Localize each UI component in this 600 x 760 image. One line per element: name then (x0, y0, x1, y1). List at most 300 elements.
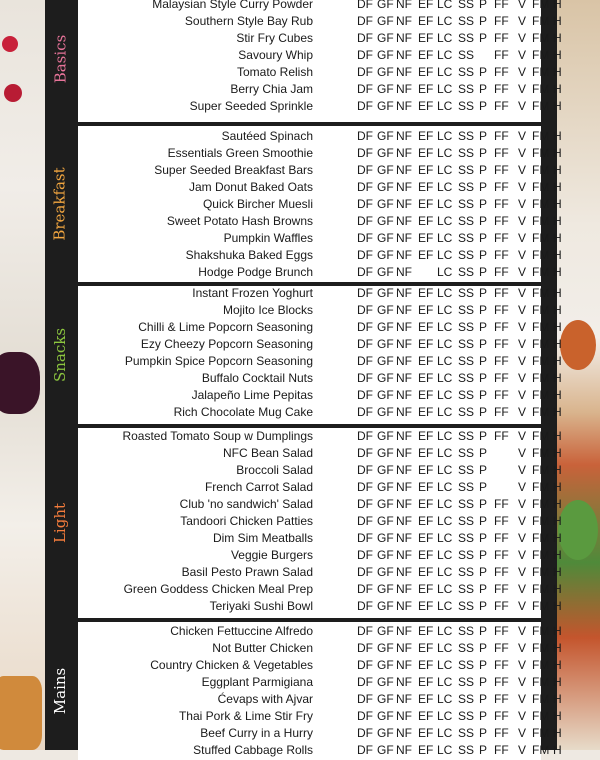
diet-tag-ef: EF (418, 371, 434, 385)
diet-tag-p: P (479, 709, 488, 723)
recipe-row (78, 98, 562, 115)
diet-tag-v: V (518, 565, 527, 579)
section-label-snacks (45, 286, 75, 424)
recipe-name: NFC Bean Salad (222, 446, 313, 460)
diet-tag-ss: SS (458, 565, 475, 579)
diet-tag-lc: LC (437, 514, 453, 528)
diet-tag-df: DF (357, 337, 373, 351)
diet-tag-df: DF (357, 565, 373, 579)
diet-tag-v: V (518, 303, 527, 317)
recipe-row (78, 564, 562, 581)
recipe-name: Ćevaps with Ajvar (217, 692, 313, 706)
diet-tag-v: V (518, 582, 527, 596)
recipe-name: Sautéed Spinach (221, 129, 313, 143)
diet-tag-nf: NF (396, 31, 412, 45)
diet-tag-lc: LC (437, 548, 453, 562)
diet-tag-v: V (518, 624, 527, 638)
diet-tag-v: V (518, 388, 527, 402)
recipe-row (78, 691, 562, 708)
diet-tag-nf: NF (396, 429, 412, 443)
diet-tag-gf: GF (377, 371, 394, 385)
diet-tag-v: V (518, 31, 527, 45)
recipe-name: Beef Curry in a Hurry (200, 726, 313, 740)
diet-tag-ef: EF (418, 726, 434, 740)
diet-tag-p: P (479, 286, 488, 300)
diet-tag-fm: FM (532, 463, 550, 477)
recipe-name: Rich Chocolate Mug Cake (173, 405, 313, 419)
diet-tag-lc: LC (437, 197, 453, 211)
diet-tag-ff: FF (494, 658, 509, 672)
diet-tag-ef: EF (418, 480, 434, 494)
diet-tag-gf: GF (377, 514, 394, 528)
diet-tag-nf: NF (396, 641, 412, 655)
diet-tag-gf: GF (377, 692, 394, 706)
diet-tag-v: V (518, 692, 527, 706)
diet-tag-ef: EF (418, 548, 434, 562)
diet-tag-ff: FF (494, 709, 509, 723)
section-list-basics (78, 0, 562, 122)
diet-tag-ss: SS (458, 624, 475, 638)
diet-tag-h: H (553, 320, 562, 334)
diet-tag-nf: NF (396, 248, 412, 262)
section-mains (45, 622, 562, 760)
diet-tag-df: DF (357, 531, 373, 545)
diet-tag-p: P (479, 480, 488, 494)
diet-tag-ss: SS (458, 388, 475, 402)
diet-tag-df: DF (357, 146, 373, 160)
recipe-name: Tomato Relish (236, 65, 313, 79)
diet-tag-nf: NF (396, 265, 412, 279)
diet-tag-v: V (518, 48, 527, 62)
diet-tag-ef: EF (418, 320, 434, 334)
diet-tag-df: DF (357, 163, 373, 177)
diet-tag-v: V (518, 641, 527, 655)
diet-tag-v: V (518, 371, 527, 385)
diet-tag-gf: GF (377, 320, 394, 334)
diet-tag-df: DF (357, 82, 373, 96)
diet-tag-df: DF (357, 582, 373, 596)
diet-tag-h: H (553, 82, 562, 96)
diet-tag-h: H (553, 129, 562, 143)
diet-tag-fm: FM (532, 565, 550, 579)
diet-tag-p: P (479, 388, 488, 402)
diet-tag-ef: EF (418, 214, 434, 228)
diet-tag-ss: SS (458, 146, 475, 160)
recipe-name: Super Seeded Breakfast Bars (154, 163, 313, 177)
diet-tag-ef: EF (418, 303, 434, 317)
diet-tag-v: V (518, 599, 527, 613)
diet-tag-p: P (479, 214, 488, 228)
diet-tag-fm: FM (532, 480, 550, 494)
diet-tag-lc: LC (437, 480, 453, 494)
diet-tag-lc: LC (437, 429, 453, 443)
recipe-row (78, 353, 562, 370)
diet-tag-df: DF (357, 214, 373, 228)
recipe-name: Super Seeded Sprinkle (189, 99, 313, 113)
recipe-row (78, 145, 562, 162)
diet-tag-ff: FF (494, 497, 509, 511)
diet-tag-p: P (479, 99, 488, 113)
recipe-name: Country Chicken & Vegetables (150, 658, 313, 672)
diet-tag-nf: NF (396, 82, 412, 96)
diet-tag-nf: NF (396, 0, 412, 11)
diet-tag-ss: SS (458, 709, 475, 723)
section-title: Snacks (51, 327, 70, 383)
section-list-light (78, 428, 562, 618)
diet-tag-nf: NF (396, 692, 412, 706)
recipe-name: Jam Donut Baked Oats (188, 180, 313, 194)
diet-tag-lc: LC (437, 82, 453, 96)
diet-tag-ss: SS (458, 14, 475, 28)
diet-tag-ef: EF (418, 197, 434, 211)
section-light (45, 428, 562, 618)
diet-tag-p: P (479, 146, 488, 160)
diet-tag-v: V (518, 231, 527, 245)
diet-tag-ss: SS (458, 658, 475, 672)
diet-tag-ff: FF (494, 65, 509, 79)
diet-tag-gf: GF (377, 0, 394, 11)
diet-tag-lc: LC (437, 99, 453, 113)
recipe-name: Thai Pork & Lime Stir Fry (178, 709, 313, 723)
diet-tag-fm: FM (532, 129, 550, 143)
diet-tag-h: H (553, 624, 562, 638)
diet-tag-v: V (518, 180, 527, 194)
diet-tag-ff: FF (494, 163, 509, 177)
diet-tag-df: DF (357, 0, 373, 11)
diet-tag-df: DF (357, 48, 373, 62)
diet-tag-fm: FM (532, 726, 550, 740)
recipe-row (78, 513, 562, 530)
diet-tag-fm: FM (532, 624, 550, 638)
diet-tag-gf: GF (377, 743, 394, 757)
recipe-row (78, 162, 562, 179)
diet-tag-ss: SS (458, 0, 475, 11)
diet-tag-v: V (518, 337, 527, 351)
diet-tag-h: H (553, 163, 562, 177)
diet-tag-v: V (518, 197, 527, 211)
diet-tag-p: P (479, 658, 488, 672)
recipe-name: Club 'no sandwich' Salad (179, 497, 313, 511)
diet-tag-ff: FF (494, 641, 509, 655)
food-photo-right (556, 0, 600, 750)
diet-tag-lc: LC (437, 388, 453, 402)
diet-tag-fm: FM (532, 582, 550, 596)
recipe-row (78, 657, 562, 674)
diet-tag-ef: EF (418, 99, 434, 113)
diet-tag-ss: SS (458, 303, 475, 317)
diet-tag-ss: SS (458, 197, 475, 211)
diet-tag-ss: SS (458, 405, 475, 419)
diet-tag-nf: NF (396, 371, 412, 385)
diet-tag-ff: FF (494, 624, 509, 638)
diet-tag-ss: SS (458, 446, 475, 460)
diet-tag-nf: NF (396, 320, 412, 334)
diet-tag-v: V (518, 480, 527, 494)
diet-tag-fm: FM (532, 743, 550, 757)
diet-tag-ff: FF (494, 231, 509, 245)
diet-tag-df: DF (357, 692, 373, 706)
diet-tag-ef: EF (418, 14, 434, 28)
diet-tag-lc: LC (437, 675, 453, 689)
diet-tag-lc: LC (437, 48, 453, 62)
recipe-row (78, 462, 562, 479)
diet-tag-p: P (479, 582, 488, 596)
diet-tag-fm: FM (532, 429, 550, 443)
diet-tag-v: V (518, 726, 527, 740)
recipe-name: Malaysian Style Curry Powder (152, 0, 313, 11)
diet-tag-df: DF (357, 388, 373, 402)
diet-tag-ef: EF (418, 429, 434, 443)
diet-tag-h: H (553, 337, 562, 351)
diet-tag-ss: SS (458, 163, 475, 177)
diet-tag-lc: LC (437, 337, 453, 351)
diet-tag-ff: FF (494, 675, 509, 689)
diet-tag-ss: SS (458, 337, 475, 351)
diet-tag-df: DF (357, 248, 373, 262)
diet-tag-nf: NF (396, 231, 412, 245)
recipe-name: Sweet Potato Hash Browns (166, 214, 313, 228)
diet-tag-lc: LC (437, 497, 453, 511)
diet-tag-h: H (553, 65, 562, 79)
diet-tag-fm: FM (532, 197, 550, 211)
diet-tag-df: DF (357, 497, 373, 511)
recipe-name: Not Butter Chicken (212, 641, 313, 655)
diet-tag-df: DF (357, 743, 373, 757)
diet-tag-df: DF (357, 231, 373, 245)
recipe-row (78, 445, 562, 462)
recipe-name: Basil Pesto Prawn Salad (181, 565, 313, 579)
diet-tag-fm: FM (532, 231, 550, 245)
diet-tag-df: DF (357, 286, 373, 300)
recipe-name: Jalapeño Lime Pepitas (191, 388, 313, 402)
recipe-row (78, 319, 562, 336)
diet-tag-ef: EF (418, 146, 434, 160)
diet-tag-v: V (518, 446, 527, 460)
diet-tag-df: DF (357, 429, 373, 443)
diet-tag-nf: NF (396, 129, 412, 143)
diet-tag-v: V (518, 0, 527, 11)
diet-tag-h: H (553, 197, 562, 211)
diet-tag-nf: NF (396, 709, 412, 723)
diet-tag-p: P (479, 429, 488, 443)
diet-tag-lc: LC (437, 405, 453, 419)
diet-tag-gf: GF (377, 129, 394, 143)
diet-tag-h: H (553, 99, 562, 113)
diet-tag-nf: NF (396, 726, 412, 740)
diet-tag-ff: FF (494, 548, 509, 562)
recipe-name: Instant Frozen Yoghurt (192, 286, 313, 300)
diet-tag-ss: SS (458, 675, 475, 689)
diet-tag-gf: GF (377, 231, 394, 245)
diet-tag-df: DF (357, 675, 373, 689)
diet-tag-nf: NF (396, 405, 412, 419)
recipe-row (78, 547, 562, 564)
diet-tag-p: P (479, 675, 488, 689)
diet-tag-ss: SS (458, 286, 475, 300)
diet-tag-v: V (518, 163, 527, 177)
section-title: Mains (51, 667, 69, 715)
diet-tag-h: H (553, 446, 562, 460)
diet-tag-lc: LC (437, 624, 453, 638)
diet-tag-h: H (553, 429, 562, 443)
diet-tag-ef: EF (418, 675, 434, 689)
diet-tag-nf: NF (396, 675, 412, 689)
diet-tag-fm: FM (532, 82, 550, 96)
diet-tag-ff: FF (494, 48, 509, 62)
diet-tag-h: H (553, 48, 562, 62)
diet-tag-ss: SS (458, 320, 475, 334)
diet-tag-df: DF (357, 658, 373, 672)
recipe-row (78, 387, 562, 404)
recipe-name: Broccoli Salad (236, 463, 313, 477)
recipe-row (78, 285, 562, 302)
diet-tag-h: H (553, 641, 562, 655)
diet-tag-h: H (553, 599, 562, 613)
diet-tag-gf: GF (377, 146, 394, 160)
diet-tag-gf: GF (377, 726, 394, 740)
diet-tag-ss: SS (458, 463, 475, 477)
diet-tag-ff: FF (494, 214, 509, 228)
salad-decor (558, 500, 598, 560)
diet-tag-ff: FF (494, 354, 509, 368)
diet-tag-nf: NF (396, 599, 412, 613)
diet-tag-lc: LC (437, 743, 453, 757)
diet-tag-p: P (479, 565, 488, 579)
diet-tag-df: DF (357, 480, 373, 494)
diet-tag-fm: FM (532, 0, 550, 11)
diet-tag-p: P (479, 129, 488, 143)
diet-tag-ef: EF (418, 565, 434, 579)
diet-tag-lc: LC (437, 599, 453, 613)
diet-tag-lc: LC (437, 14, 453, 28)
diet-tag-fm: FM (532, 146, 550, 160)
diet-tag-ef: EF (418, 163, 434, 177)
diet-tag-gf: GF (377, 388, 394, 402)
diet-tag-nf: NF (396, 14, 412, 28)
diet-tag-nf: NF (396, 565, 412, 579)
diet-tag-nf: NF (396, 548, 412, 562)
diet-tag-ss: SS (458, 514, 475, 528)
diet-tag-ff: FF (494, 265, 509, 279)
diet-tag-ff: FF (494, 514, 509, 528)
diet-tag-ef: EF (418, 286, 434, 300)
diet-tag-ef: EF (418, 641, 434, 655)
diet-tag-ff: FF (494, 726, 509, 740)
diet-tag-v: V (518, 514, 527, 528)
diet-tag-lc: LC (437, 463, 453, 477)
diet-tag-v: V (518, 248, 527, 262)
diet-tag-ss: SS (458, 371, 475, 385)
diet-tag-nf: NF (396, 388, 412, 402)
diet-tag-ss: SS (458, 641, 475, 655)
diet-tag-nf: NF (396, 180, 412, 194)
diet-tag-p: P (479, 320, 488, 334)
diet-tag-p: P (479, 65, 488, 79)
diet-tag-df: DF (357, 354, 373, 368)
diet-tag-ff: FF (494, 248, 509, 262)
section-snacks (45, 286, 562, 424)
diet-tag-nf: NF (396, 463, 412, 477)
section-label-basics (45, 0, 75, 122)
diet-tag-df: DF (357, 129, 373, 143)
diet-tag-gf: GF (377, 446, 394, 460)
diet-tag-nf: NF (396, 146, 412, 160)
diet-tag-ef: EF (418, 82, 434, 96)
diet-tag-fm: FM (532, 388, 550, 402)
diet-tag-lc: LC (437, 265, 453, 279)
recipe-row (78, 13, 562, 30)
diet-tag-fm: FM (532, 265, 550, 279)
diet-tag-h: H (553, 709, 562, 723)
diet-tag-ef: EF (418, 658, 434, 672)
diet-tag-df: DF (357, 31, 373, 45)
diet-tag-lc: LC (437, 65, 453, 79)
diet-tag-ss: SS (458, 548, 475, 562)
recipe-row (78, 404, 562, 421)
diet-tag-fm: FM (532, 531, 550, 545)
diet-tag-p: P (479, 405, 488, 419)
diet-tag-p: P (479, 692, 488, 706)
diet-tag-h: H (553, 231, 562, 245)
diet-tag-ef: EF (418, 497, 434, 511)
diet-tag-ef: EF (418, 48, 434, 62)
diet-tag-p: P (479, 303, 488, 317)
diet-tag-ss: SS (458, 265, 475, 279)
diet-tag-lc: LC (437, 320, 453, 334)
diet-tag-p: P (479, 548, 488, 562)
diet-tag-v: V (518, 99, 527, 113)
diet-tag-lc: LC (437, 214, 453, 228)
diet-tag-gf: GF (377, 214, 394, 228)
diet-tag-v: V (518, 675, 527, 689)
diet-tag-ff: FF (494, 388, 509, 402)
diet-tag-ef: EF (418, 624, 434, 638)
diet-tag-ss: SS (458, 354, 475, 368)
diet-tag-nf: NF (396, 303, 412, 317)
diet-tag-fm: FM (532, 65, 550, 79)
diet-tag-df: DF (357, 624, 373, 638)
recipe-name: Veggie Burgers (230, 548, 313, 562)
recipe-name: Ezy Cheezy Popcorn Seasoning (140, 337, 313, 351)
diet-tag-gf: GF (377, 65, 394, 79)
diet-tag-gf: GF (377, 531, 394, 545)
diet-tag-ss: SS (458, 497, 475, 511)
diet-tag-nf: NF (396, 743, 412, 757)
section-list-breakfast (78, 126, 562, 282)
diet-tag-nf: NF (396, 514, 412, 528)
recipe-name: Buffalo Cocktail Nuts (201, 371, 313, 385)
diet-tag-ef: EF (418, 463, 434, 477)
diet-tag-ss: SS (458, 231, 475, 245)
diet-tag-p: P (479, 14, 488, 28)
diet-tag-nf: NF (396, 286, 412, 300)
diet-tag-h: H (553, 692, 562, 706)
diet-tag-h: H (553, 743, 562, 757)
diet-tag-v: V (518, 286, 527, 300)
diet-tag-h: H (553, 371, 562, 385)
diet-tag-p: P (479, 354, 488, 368)
diet-tag-fm: FM (532, 320, 550, 334)
section-list-mains (78, 622, 562, 760)
section-label-breakfast (45, 126, 75, 282)
recipe-name: Mojito Ice Blocks (222, 303, 313, 317)
diet-tag-nf: NF (396, 531, 412, 545)
diet-tag-p: P (479, 0, 488, 11)
diet-tag-ss: SS (458, 65, 475, 79)
diet-tag-gf: GF (377, 82, 394, 96)
diet-tag-p: P (479, 531, 488, 545)
recipe-name: Southern Style Bay Rub (184, 14, 313, 28)
